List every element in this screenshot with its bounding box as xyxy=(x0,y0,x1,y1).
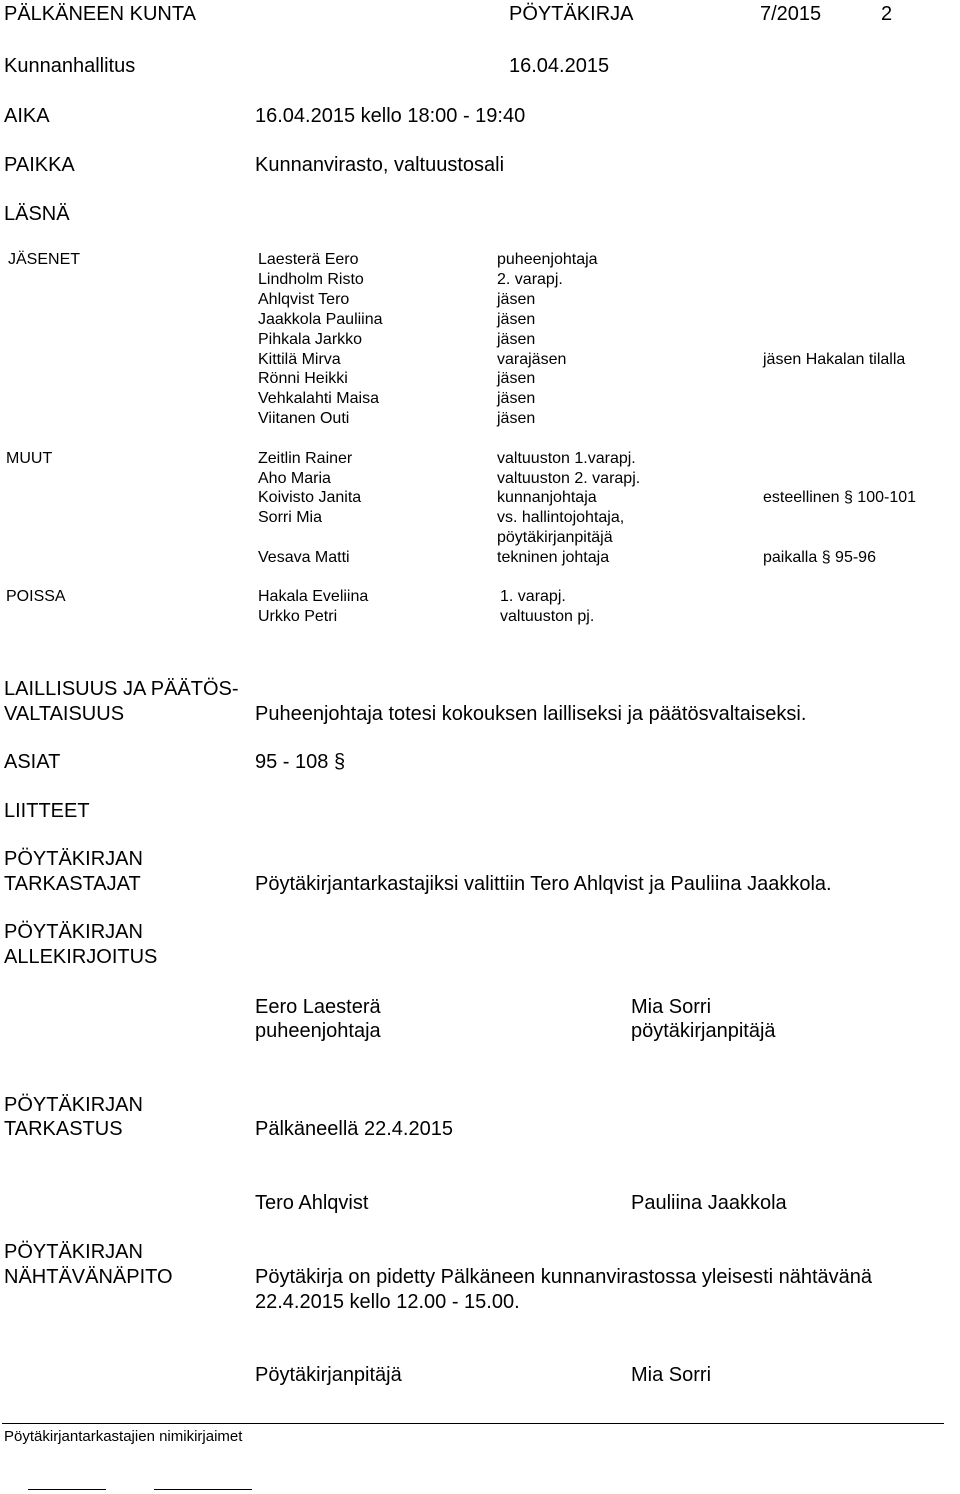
document-number: 7/2015 xyxy=(760,3,822,25)
member-name: Vehkalahti Maisa xyxy=(258,390,379,407)
other-name: Vesava Matti xyxy=(258,549,350,566)
signature-label-line2: ALLEKIRJOITUS xyxy=(4,946,158,968)
display-text-line1: Pöytäkirja on pidetty Pälkäneen kunnanvirastossa yleisesti nähtävänä xyxy=(255,1266,873,1288)
inspectors-label-line1: PÖYTÄKIRJAN xyxy=(4,848,143,870)
member-role: jäsen xyxy=(497,410,536,427)
aika-label: AIKA xyxy=(4,105,50,127)
inspector1-name: Tero Ahlqvist xyxy=(255,1192,369,1214)
member-name: Lindholm Risto xyxy=(258,271,364,288)
paikka-value: Kunnanvirasto, valtuustosali xyxy=(255,154,505,176)
signature-label-line1: PÖYTÄKIRJAN xyxy=(4,921,143,943)
member-role: varajäsen xyxy=(497,351,567,368)
other-role: vs. hallintojohtaja, xyxy=(497,509,625,526)
other-note: esteellinen § 100-101 xyxy=(763,489,917,506)
other-role: tekninen johtaja xyxy=(497,549,610,566)
absent-role: valtuuston pj. xyxy=(500,608,595,625)
municipality-name: PÄLKÄNEEN KUNTA xyxy=(4,3,196,25)
member-role: jäsen xyxy=(497,370,536,387)
initials-line-2 xyxy=(154,1489,252,1490)
other-role-cont: pöytäkirjanpitäjä xyxy=(497,529,613,546)
inspection-label-line1: PÖYTÄKIRJAN xyxy=(4,1094,143,1116)
members-label: JÄSENET xyxy=(8,251,81,268)
inspection-label-line2: TARKASTUS xyxy=(4,1118,123,1140)
initials-line-1 xyxy=(28,1489,106,1490)
member-name: Laesterä Eero xyxy=(258,251,359,268)
inspectors-text: Pöytäkirjantarkastajiksi valittiin Tero Ahlqvist ja Pauliina Jaakkola. xyxy=(255,873,832,895)
absent-name: Urkko Petri xyxy=(258,608,338,625)
chair-name: Eero Laesterä xyxy=(255,996,381,1018)
member-name: Ahlqvist Tero xyxy=(258,291,350,308)
inspectors-label-line2: TARKASTAJAT xyxy=(4,873,141,895)
other-name: Sorri Mia xyxy=(258,509,323,526)
footer-rule xyxy=(2,1423,944,1424)
member-role: puheenjohtaja xyxy=(497,251,598,268)
member-role: 2. varapj. xyxy=(497,271,563,288)
items-label: ASIAT xyxy=(4,751,61,773)
secretary-title: pöytäkirjanpitäjä xyxy=(631,1020,776,1042)
paikka-label: PAIKKA xyxy=(4,154,75,176)
other-role: kunnanjohtaja xyxy=(497,489,597,506)
aika-value: 16.04.2015 kello 18:00 - 19:40 xyxy=(255,105,526,127)
member-role: jäsen xyxy=(497,291,536,308)
member-name: Kittilä Mirva xyxy=(258,351,341,368)
inspection-place-date: Pälkäneellä 22.4.2015 xyxy=(255,1118,453,1140)
member-name: Viitanen Outi xyxy=(258,410,350,427)
member-role: jäsen xyxy=(497,331,536,348)
member-name: Jaakkola Pauliina xyxy=(258,311,383,328)
attachments-label: LIITTEET xyxy=(4,800,90,822)
absent-role: 1. varapj. xyxy=(500,588,566,605)
other-role: valtuuston 1.varapj. xyxy=(497,450,636,467)
items-value: 95 - 108 § xyxy=(255,751,346,773)
other-name: Koivisto Janita xyxy=(258,489,362,506)
header-date: 16.04.2015 xyxy=(509,55,610,77)
display-signer-name: Mia Sorri xyxy=(631,1364,712,1386)
member-role: jäsen xyxy=(497,390,536,407)
page-number: 2 xyxy=(881,3,893,25)
display-text-line2: 22.4.2015 kello 12.00 - 15.00. xyxy=(255,1291,520,1313)
chair-title: puheenjohtaja xyxy=(255,1020,381,1042)
other-role: valtuuston 2. varapj. xyxy=(497,470,641,487)
other-name: Aho Maria xyxy=(258,470,331,487)
other-name: Zeitlin Rainer xyxy=(258,450,353,467)
governing-body: Kunnanhallitus xyxy=(4,55,136,77)
legality-text: Puheenjohtaja totesi kokouksen lailliseksi ja päätösvaltaiseksi. xyxy=(255,703,807,725)
member-name: Rönni Heikki xyxy=(258,370,348,387)
absent-label: POISSA xyxy=(6,588,66,605)
others-label: MUUT xyxy=(6,450,53,467)
initials-label: Pöytäkirjantarkastajien nimikirjaimet xyxy=(4,1428,243,1445)
member-note: jäsen Hakalan tilalla xyxy=(763,351,906,368)
member-name: Pihkala Jarkko xyxy=(258,331,363,348)
absent-name: Hakala Eveliina xyxy=(258,588,369,605)
secretary-name: Mia Sorri xyxy=(631,996,712,1018)
other-note: paikalla § 95-96 xyxy=(763,549,876,566)
member-role: jäsen xyxy=(497,311,536,328)
inspector2-name: Pauliina Jaakkola xyxy=(631,1192,787,1214)
document-type: PÖYTÄKIRJA xyxy=(509,3,634,25)
lasna-label: LÄSNÄ xyxy=(4,203,70,225)
display-label-line1: PÖYTÄKIRJAN xyxy=(4,1241,143,1263)
display-label-line2: NÄHTÄVÄNÄPITO xyxy=(4,1266,173,1288)
display-signer-title: Pöytäkirjanpitäjä xyxy=(255,1364,402,1386)
legality-label-line2: VALTAISUUS xyxy=(4,703,125,725)
legality-label-line1: LAILLISUUS JA PÄÄTÖS- xyxy=(4,678,239,700)
